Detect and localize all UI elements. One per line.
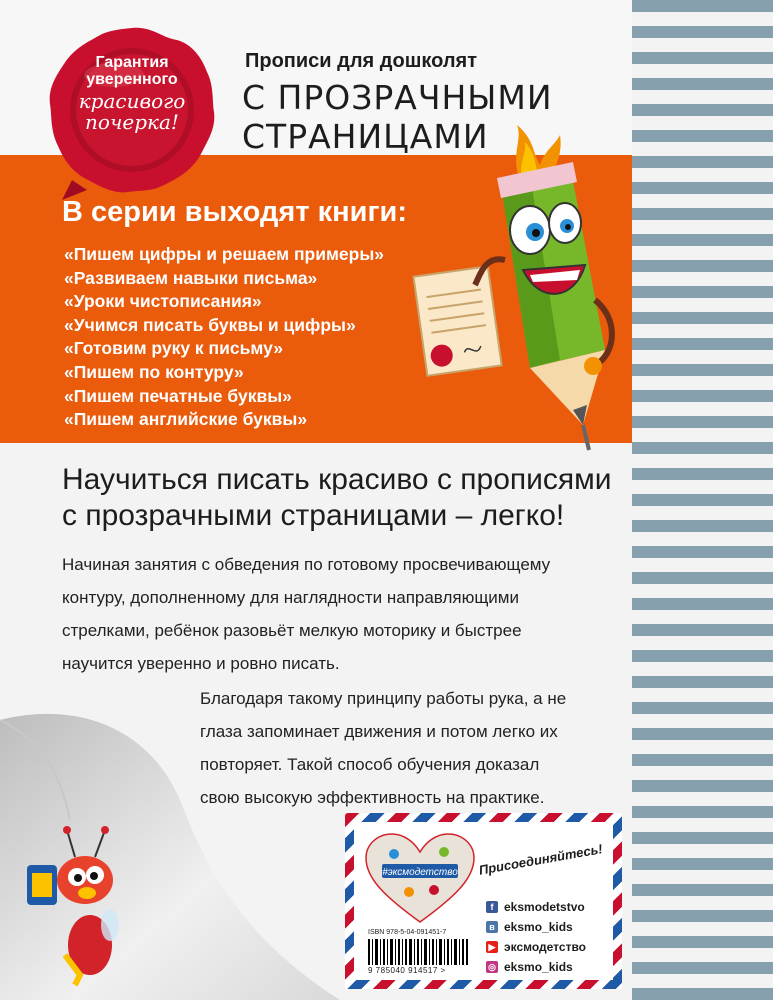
book-title: С ПРОЗРАЧНЫМИ СТРАНИЦАМИ bbox=[242, 78, 553, 156]
list-item: «Пишем английские буквы» bbox=[64, 409, 308, 430]
pencil-mascot-icon bbox=[405, 120, 635, 460]
headline bbox=[62, 462, 612, 534]
bee-mascot-icon bbox=[25, 825, 120, 990]
text-line: контуру, дополненному для наглядности направляющими bbox=[62, 588, 519, 607]
barcode-icon bbox=[368, 939, 468, 965]
social-item-vk[interactable] bbox=[486, 917, 586, 937]
list-item: «Пишем цифры и решаем примеры» bbox=[64, 244, 385, 264]
social-item-youtube[interactable] bbox=[486, 937, 586, 957]
text-line: свою высокую эффективность на практике. bbox=[200, 788, 545, 807]
series-book-list bbox=[64, 243, 384, 432]
isbn-text: ISBN 978-5-04-091451-7 bbox=[368, 929, 447, 936]
text-line: стрелками, ребёнок разовьёт мелкую моторику и быстрее bbox=[62, 621, 522, 640]
series-heading: В серии выходят книги: bbox=[62, 196, 408, 228]
description-paragraph-1 bbox=[62, 548, 622, 680]
social-handle: eksmo_kids bbox=[504, 920, 573, 934]
seal-line-1: Гарантия bbox=[95, 54, 169, 71]
text-line: научится уверенно и ровно писать. bbox=[62, 654, 340, 673]
facebook-icon: f bbox=[486, 901, 498, 913]
social-list bbox=[486, 897, 586, 977]
text-line: Благодаря такому принципу работы рука, а не bbox=[200, 689, 567, 708]
list-item: «Учимся писать буквы и цифры» bbox=[64, 314, 356, 335]
seal-line-2: уверенного bbox=[86, 70, 178, 88]
vk-icon: в bbox=[486, 921, 498, 933]
list-item: «Развиваем навыки письма» bbox=[64, 267, 318, 288]
seal-line-3: красивого bbox=[78, 88, 186, 113]
social-card-inner bbox=[354, 822, 613, 980]
barcode-number: 9 785040 914517 > bbox=[368, 966, 446, 975]
social-card bbox=[345, 813, 622, 989]
book-subtitle: Прописи для дошколят bbox=[245, 50, 478, 72]
text-line: повторяет. Такой способ обучения доказал bbox=[200, 755, 540, 774]
heart-icon bbox=[364, 832, 476, 924]
social-handle: eksmodetstvo bbox=[504, 900, 585, 914]
description-paragraph-2 bbox=[200, 682, 620, 814]
social-item-facebook[interactable] bbox=[486, 897, 586, 917]
list-item: «Готовим руку к письму» bbox=[64, 338, 283, 359]
list-item: «Пишем печатные буквы» bbox=[64, 385, 292, 406]
seal-line-4: почерка! bbox=[85, 109, 179, 134]
social-handle: eksmo_kids bbox=[504, 960, 573, 974]
list-item: «Уроки чистописания» bbox=[64, 291, 262, 312]
instagram-icon: ◎ bbox=[486, 961, 498, 973]
headline-line-1: Научиться писать красиво с прописями bbox=[62, 463, 612, 496]
seal-text bbox=[62, 55, 202, 133]
list-item: «Пишем по контуру» bbox=[64, 361, 244, 382]
headline-line-2: с прозрачными страницами – легко! bbox=[62, 499, 565, 532]
join-label: Присоединяйтесь! bbox=[477, 841, 604, 878]
social-item-instagram[interactable] bbox=[486, 957, 586, 977]
text-line: глаза запоминает движения и потом легко их bbox=[200, 722, 558, 741]
heart-label: #эксмодетство bbox=[382, 867, 458, 878]
text-line: Начиная занятия с обведения по готовому просвечивающему bbox=[62, 555, 551, 574]
social-handle: эксмодетство bbox=[504, 940, 586, 954]
youtube-icon: ▶ bbox=[486, 941, 498, 953]
